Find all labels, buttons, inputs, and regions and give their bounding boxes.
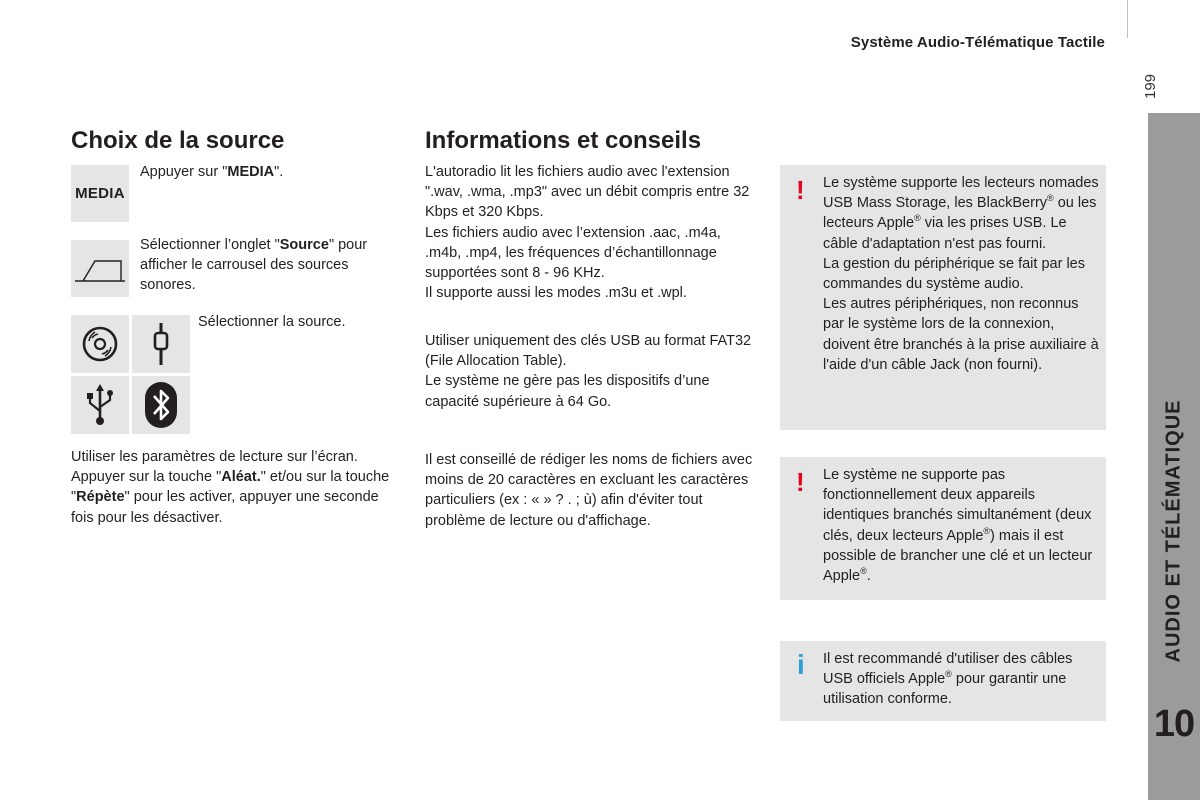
tab-shape-icon <box>73 254 127 284</box>
step-press-media: Appuyer sur "MEDIA". <box>140 164 284 180</box>
section-heading-info: Informations et conseils <box>425 127 702 154</box>
source-tab-icon <box>71 240 129 297</box>
warning-text-devices: Le système supporte les lecteurs nomades USB Mass Storage, les BlackBerry® ou les lecteurs Apple® via les prises USB. Le câble d'adaptation n'est pas fourni. La gestion du périphérique se fait par les commandes du système audio. Les autres périphériques, non reconnus par le système lors de la connexion, doivent être branchés à la prise auxiliaire à l'aide d'un câble Jack (non fourni). <box>823 175 1099 373</box>
info-paragraph-formats: L'autoradio lit les fichiers audio avec l'extension ".wav, .wma, .mp3" avec un débit compris entre 32 Kbps et 320 Kbps. Les fichiers audio avec l’extension .aac, .m4a, .m4b, .mp4, les fréquences d’échantillonnage supportées sont 8 - 96 KHz. Il supporte aussi les modes .m3u et .wpl. <box>425 164 750 302</box>
header-divider <box>1127 0 1128 38</box>
warning-box-devices <box>780 165 1106 430</box>
cd-icon <box>71 315 129 373</box>
chapter-section-title: AUDIO ET TÉLÉMATIQUE <box>1162 399 1185 663</box>
usb-icon <box>71 376 129 434</box>
info-paragraph-filenames: Il est conseillé de rédiger les noms de fichiers avec moins de 20 caractères en excluant les caractères particuliers (ex : « » ? . ; ù) afin d'éviter tout problème de lecture ou d'affichage. <box>425 452 753 529</box>
page-number: 199 <box>1142 73 1159 99</box>
chapter-side-tab <box>1148 113 1200 800</box>
warning-text-identical: Le système ne supporte pas fonctionnellement deux appareils identiques branchés simultanément (deux clés, deux lecteurs Apple®) mais il est possible de brancher une clé et un lecteur Apple®. <box>823 467 1093 585</box>
media-icon-label: MEDIA <box>75 185 125 202</box>
info-text-cables: Il est recommandé d'utiliser des câbles USB officiels Apple® pour garantir une utilisation conforme. <box>823 651 1073 708</box>
warning-icon: ! <box>796 467 805 497</box>
chapter-number: 10 <box>1153 703 1195 745</box>
info-paragraph-usb: Utiliser uniquement des clés USB au format FAT32 (File Allocation Table). Le système ne gère pas les dispositifs d’une capacité supérieure à 64 Go. <box>425 333 752 410</box>
step-select-source: Sélectionner la source. <box>198 314 346 330</box>
step-select-source-tab: Sélectionner l’onglet "Source" pour afficher le carrousel des sources sonores. <box>140 237 368 294</box>
section-heading-source: Choix de la source <box>71 127 285 154</box>
media-button-icon <box>71 165 129 222</box>
warning-icon: ! <box>796 175 805 205</box>
info-box-cables <box>780 641 1106 721</box>
warning-box-identical <box>780 457 1106 600</box>
header-title: Système Audio-Télématique Tactile <box>850 34 1105 51</box>
info-icon: i <box>797 649 805 680</box>
playback-instructions: Utiliser les paramètres de lecture sur l’écran. Appuyer sur la touche "Aléat." et/ou sur la touche "Répète" pour les activer, appuyer une seconde fois pour les désactiver. <box>71 449 390 526</box>
bluetooth-icon <box>132 376 190 434</box>
jack-icon <box>132 315 190 373</box>
